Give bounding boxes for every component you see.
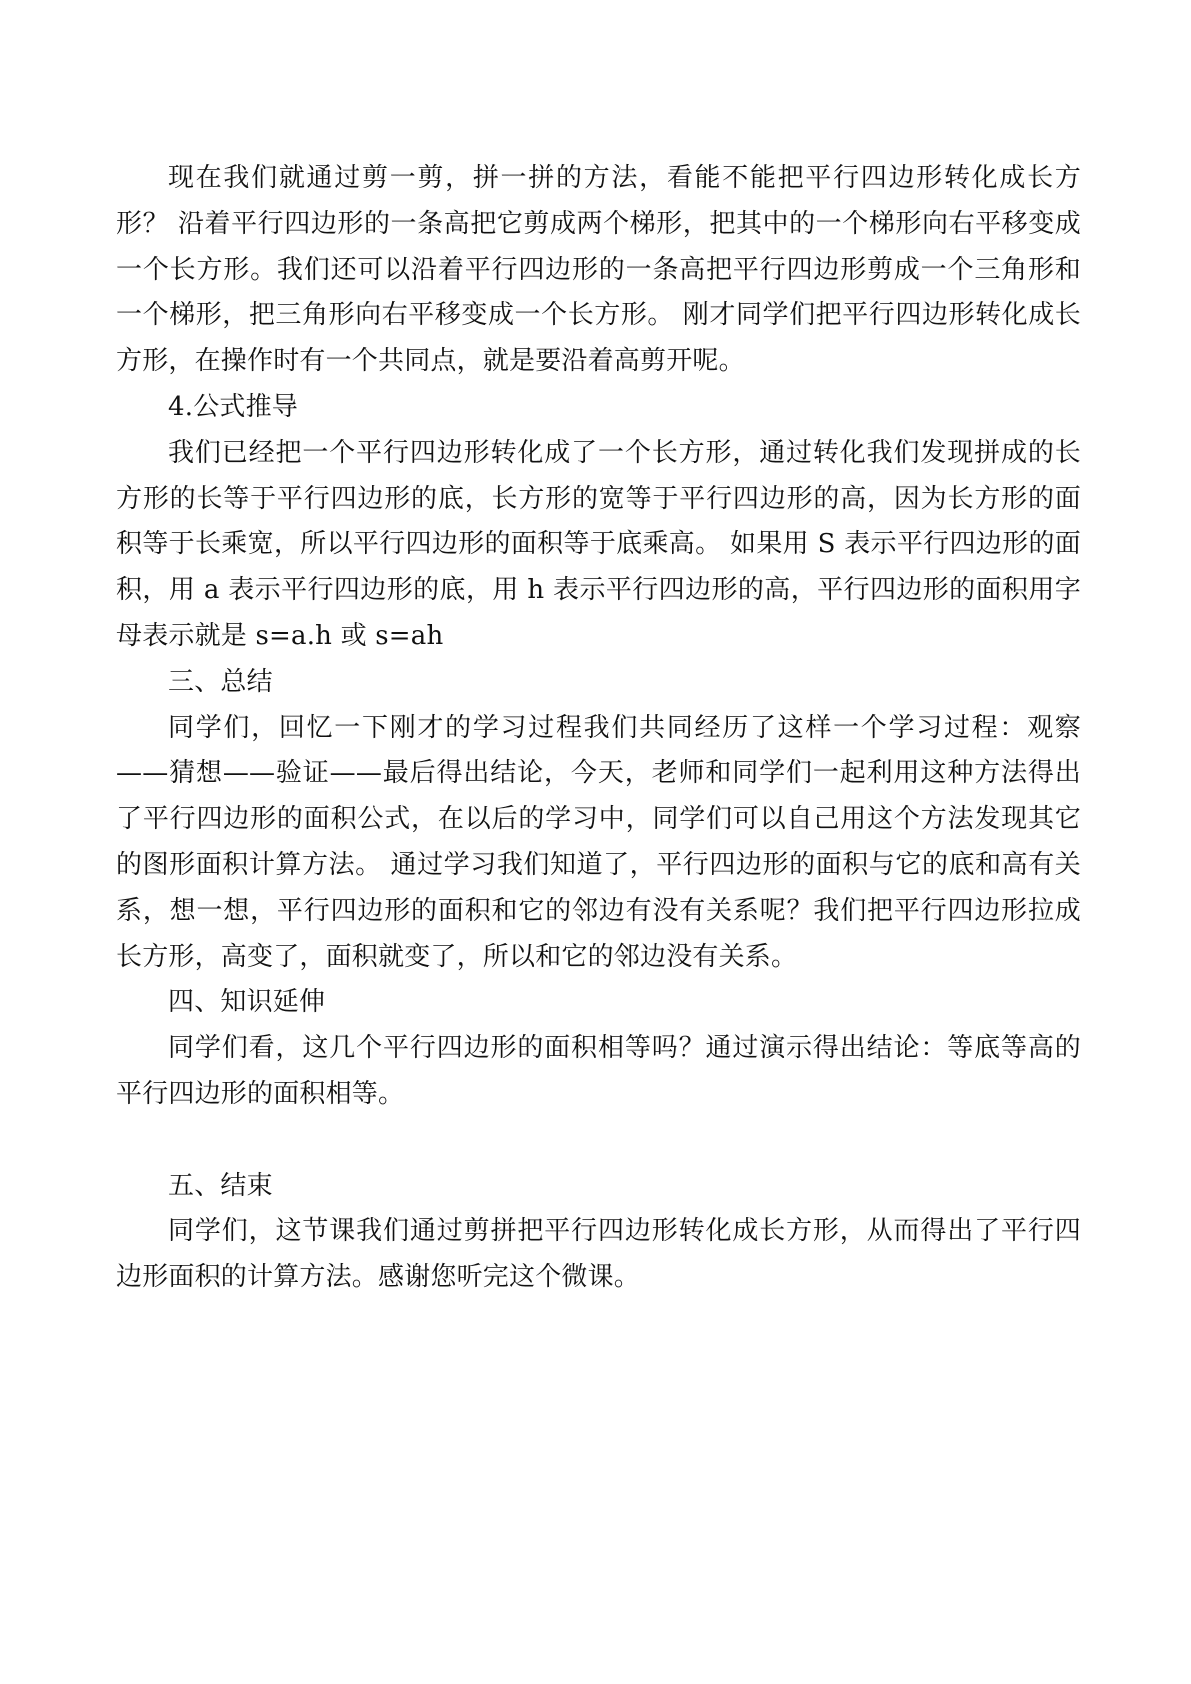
paragraph-cut-and-rearrange: 现在我们就通过剪一剪，拼一拼的方法，看能不能把平行四边形转化成长方形？ 沿着平行四边形的一条高把它剪成两个梯形，把其中的一个梯形向右平移变成一个长方形。我们还可以沿着平行四边形的一条高把平行四边形剪成一个三角形和一个梯形，把三角形向右平移变成一个长方形。 刚才同学们把平行四边形转化成长方形，在操作时有一个共同点，就是要沿着高剪开呢。 [116, 163, 1081, 377]
paragraph-summary: 同学们，回忆一下刚才的学习过程我们共同经历了这样一个学习过程：观察——猜想——验证——最后得出结论，今天，老师和同学们一起利用这种方法得出了平行四边形的面积公式，在以后的学习中，同学们可以自己用这个方法发现其它的图形面积计算方法。 通过学习我们知道了，平行四边形的面积与它的底和高有关系，想一想，平行四边形的面积和它的邻边有没有关系呢？我们把平行四边形拉成长方形，高变了，面积就变了，所以和它的邻边没有关系。 [116, 712, 1081, 972]
heading-formula-derivation: 4.公式推导 [168, 391, 299, 422]
heading-summary: 三、总结 [168, 666, 273, 697]
paragraph-formula-derivation: 我们已经把一个平行四边形转化成了一个长方形，通过转化我们发现拼成的长方形的长等于平行四边形的底，长方形的宽等于平行四边形的高，因为长方形的面积等于长乘宽，所以平行四边形的面积等于底乘高。 如果用 S 表示平行四边形的面积，用 a 表示平行四边形的底，用 h 表示平行四边形的高，平行四边形的面积用字母表示就是 s=a.h 或 s=ah [116, 437, 1081, 651]
paragraph-knowledge-extension: 同学们看，这几个平行四边形的面积相等吗？通过演示得出结论：等底等高的平行四边形的面积相等。 [116, 1033, 1081, 1109]
heading-conclusion: 五、结束 [168, 1170, 273, 1201]
document-page [116, 156, 1081, 1301]
paragraph-conclusion: 同学们，这节课我们通过剪拼把平行四边形转化成长方形，从而得出了平行四边形面积的计算方法。感谢您听完这个微课。 [116, 1216, 1081, 1293]
heading-knowledge-extension: 四、知识延伸 [168, 987, 326, 1018]
blank-line [116, 1118, 1081, 1164]
